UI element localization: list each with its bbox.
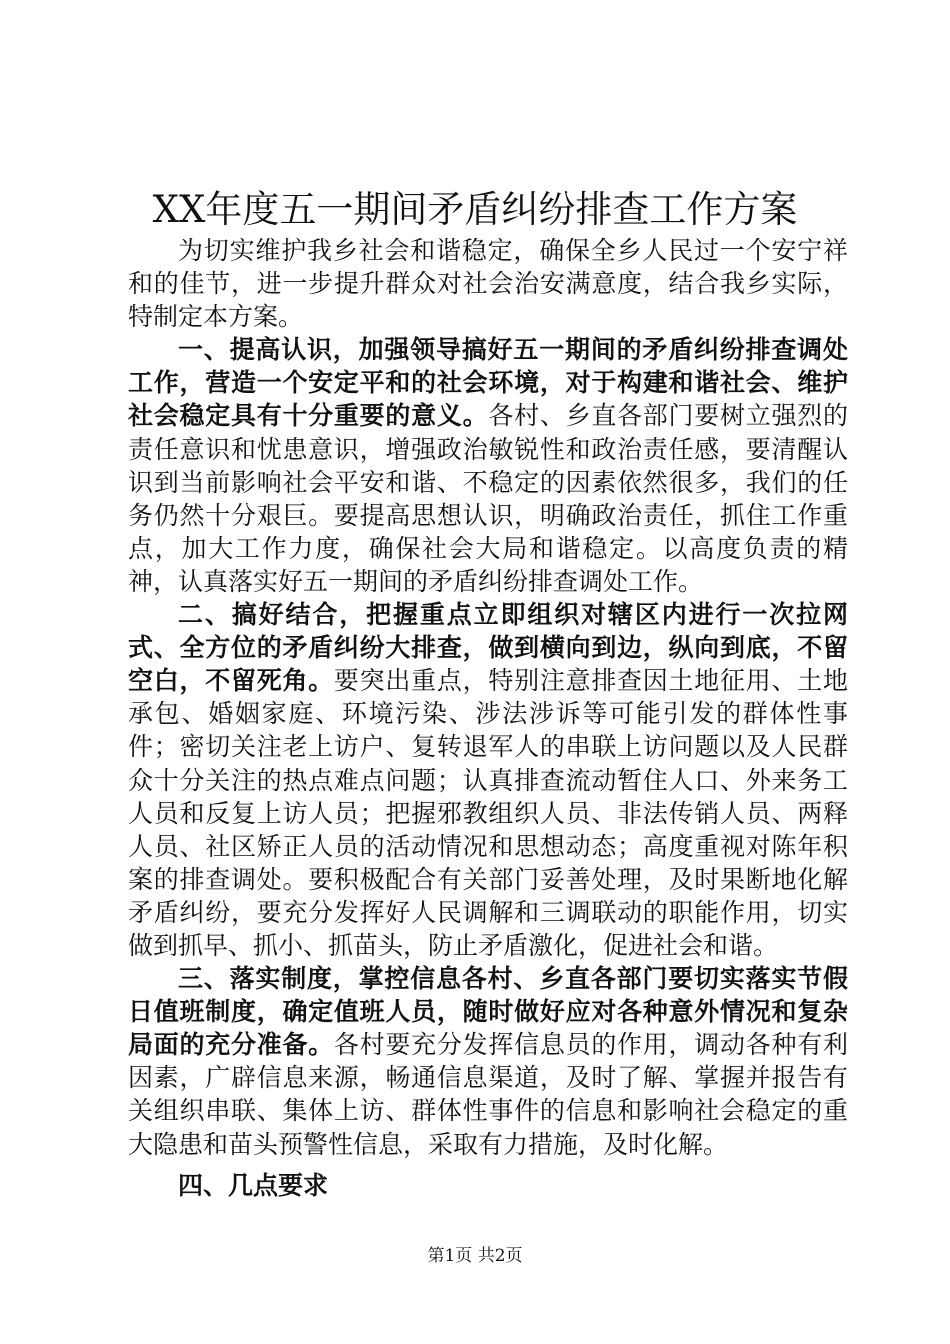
section-1-text: 各村、乡直各部门要树立强烈的责任意识和忧患意识，增强政治敏锐性和政治责任感，要清醒认识到当前影响社会平安和谐、不稳定的因素依然很多，我们的任务仍然十分艰巨。要提高思想认识，明确政治责任，抓住工作重点，加大工作力度，确保社会大局和谐稳定。以高度负责的精神，认真落实好五一期间的矛盾纠纷排查调处工作。 xyxy=(128,401,848,596)
intro-paragraph xyxy=(128,234,848,333)
section-1-heading: 一、提高认识，加强领导搞好五一期间的矛盾纠纷排查调处工作，营造一个安定平和的社会环境，对于构建和谐社会、维护社会稳定具有十分重要的意义。 xyxy=(128,335,848,431)
section-1-paragraph xyxy=(128,333,848,598)
page-number-footer: 第1页 共2页 xyxy=(427,1246,523,1266)
section-4-heading: 四、几点要求 xyxy=(178,1170,329,1200)
section-3-paragraph xyxy=(128,962,848,1161)
section-2-heading: 二、搞好结合，把握重点立即组织对辖区内进行一次拉网式、全方位的矛盾纠纷大排查，做到横向到边，纵向到底，不留空白，不留死角。 xyxy=(128,600,848,696)
section-3-heading: 三、落实制度，掌控信息各村、乡直各部门要切实落实节假日值班制度，确定值班人员，随时做好应对各种意外情况和复杂局面的充分准备。 xyxy=(128,964,848,1060)
document-title: XX年度五一期间矛盾纠纷排查工作方案 xyxy=(152,188,798,231)
section-2-paragraph xyxy=(128,598,848,962)
document-body xyxy=(128,234,848,1202)
intro-text: 为切实维护我乡社会和谐稳定，确保全乡人民过一个安宁祥和的佳节，进一步提升群众对社会治安满意度，结合我乡实际，特制定本方案。 xyxy=(128,236,848,332)
section-3-text: 各村要充分发挥信息员的作用，调动各种有利因素，广辟信息来源，畅通信息渠道，及时了解、掌握并报告有关组织串联、集体上访、群体性事件的信息和影响社会稳定的重大隐患和苗头预警性信息，采取有力措施，及时化解。 xyxy=(128,1030,848,1159)
section-2-text: 要突出重点，特别注意排查因土地征用、土地承包、婚姻家庭、环境污染、涉法涉诉等可能引发的群体性事件；密切关注老上访户、复转退军人的串联上访问题以及人民群众十分关注的热点难点问题；认真排查流动暂住人口、外来务工人员和反复上访人员；把握邪教组织人员、非法传销人员、两释人员、社区矫正人员的活动情况和思想动态；高度重视对陈年积案的排查调处。要积极配合有关部门妥善处理，及时果断地化解矛盾纠纷，要充分发挥好人民调解和三调联动的职能作用，切实做到抓早、抓小、抓苗头，防止矛盾激化，促进社会和谐。 xyxy=(128,666,848,960)
